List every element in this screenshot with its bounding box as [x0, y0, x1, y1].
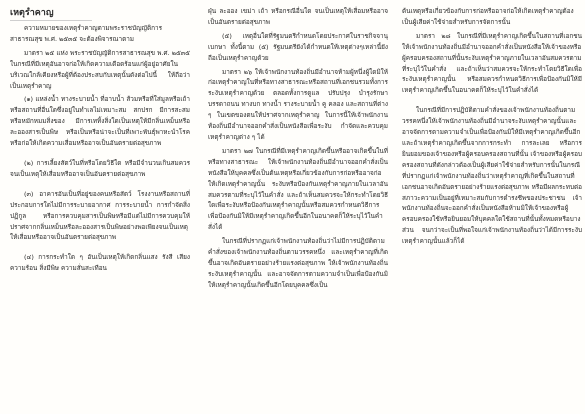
paragraph: (๒) การเลี้ยงสัตว์ในที่หรือโดยวิธีใด หรือมีจำนวนเกินสมควรจนเป็นเหตุให้เสื่อมหรืออาจเป็นอันตรายต่อสุขภาพ [10, 158, 190, 178]
paragraph: มาตรา ๒๘ ในกรณีที่มีเหตุรำคาญเกิดขึ้นในสถานที่เอกชน ให้เจ้าพนักงานท้องถิ่นมีอำนาจออกคำสั่งเป็นหนังสือให้เจ้าของหรือผู้ครอบครองสถานที่นั้นระงับเหตุรำคาญภายในเวลาอันสมควรตามที่ระบุไว้ในคำสั่ง และถ้าเห็นว่าสมควรจะให้กระทำโดยวิธีใดเพื่อระงับเหตุรำคาญนั้น หรือสมควรกำหนดวิธีการเพื่อป้องกันมิให้มีเหตุรำคาญเกิดขึ้นในอนาคตก็ให้ระบุไว้ในคำสั่งได้ [402, 31, 582, 95]
paragraph: (๕) เหตุอื่นใดที่รัฐมนตรีกำหนดโดยประกาศในราชกิจจานุเบกษา ทั้งนี้ตาม (๕) รัฐมนตรียังได้กำหนดให้เหตุต่างๆเหล่านี้ยังถือเป็นเหตุรำคาญด้วย [208, 31, 388, 62]
paragraph: มาตรา ๒๖ ให้เจ้าพนักงานท้องถิ่นมีอำนาจห้ามผู้หนึ่งผู้ใดมิให้ก่อเหตุรำคาญในที่หรือทางสาธารณะหรือสถานที่เอกชนรวมทั้งการระงับเหตุรำคาญด้วย ตลอดทั้งการดูแล ปรับปรุง บำรุงรักษา บรรดาถนน ทางบก ทางน้ำ รางระบายน้ำ คู คลอง และสถานที่ต่าง ๆ ในเขตของตนให้ปราศจากเหตุรำคาญ ในการนี้ให้เจ้าพนักงานท้องถิ่นมีอำนาจออกคำสั่งเป็นหนังสือเพื่อระงับ กำจัดและควบคุมเหตุรำคาญต่าง ๆ ได้ [208, 67, 388, 141]
paragraph: (๓) อาคารอันเป็นที่อยู่ของคนหรือสัตว์ โรงงานหรือสถานที่ประกอบการใดไม่มีการระบายอากาศ การระบายน้ำ การกำจัดสิ่งปฏิกูล หรือการควบคุมสารเป็นพิษหรือมีแต่ไม่มีการควบคุมให้ปราศจากกลิ่นเหม็นหรือละอองสารเป็นพิษอย่างพอเพียงจนเป็นเหตุให้เสื่อมหรืออาจเป็นอันตรายต่อสุขภาพ [10, 189, 190, 242]
column-2 [208, 6, 388, 410]
document-title: เหตุรำคาญ [10, 6, 92, 21]
paragraph: ในกรณีที่มีการปฏิบัติตามคำสั่งของเจ้าพนักงานท้องถิ่นตามวรรคหนึ่งให้เจ้าพนักงานท้องถิ่นมีอำนาจระงับเหตุรำคาญนั้นและอาจจัดการตามความจำเป็นเพื่อป้องกันมิให้มีเหตุรำคาญเกิดขึ้นอีก และถ้าเหตุรำคาญเกิดขึ้นจากการกระทำ การละเลย หรือการยินยอมของเจ้าของหรือผู้ครอบครองสถานที่นั้น เจ้าของหรือผู้ครอบครองสถานที่ดังกล่าวต้องเป็นผู้เสียค่าใช้จ่ายสำหรับการนั้นในกรณีที่ปรากฏแก่เจ้าพนักงานท้องถิ่นว่าเหตุรำคาญที่เกิดขึ้นในสถานที่เอกชนอาจเกิดอันตรายอย่างร้ายแรงต่อสุขภาพ หรือมีผลกระทบต่อสภาวะความเป็นอยู่ที่เหมาะสมกับการดำรงชีพของประชาชน เจ้าพนักงานท้องถิ่นจะออกคำสั่งเป็นหนังสือห้ามมิให้เจ้าของหรือผู้ครอบครองใช้หรือยินยอมให้บุคคลใดใช้สถานที่นั้นทั้งหมดหรือบางส่วน จนกว่าจะเป็นที่พอใจแก่เจ้าพนักงานท้องถิ่นว่าได้มีการระงับเหตุรำคาญนั้นแล้วก็ได้ [402, 106, 582, 246]
paragraph: ฝุ่น ละออง เขม่า เถ้า หรือกรณีอื่นใด จนเป็นเหตุให้เสื่อมหรืออาจเป็นอันตรายต่อสุขภาพ [208, 7, 388, 26]
paragraph: มาตรา ๒๕ แห่ง พระราชบัญญัติการสาธารณสุข พ.ศ. ๒๕๓๕ ในกรณีที่มีเหตุอันอาจก่อให้เกิดความเดือดร้อนแก่ผู้อยู่อาศัยในบริเวณใกล้เคียงหรือผู้ที่ต้องประสบกับเหตุนั้นดังต่อไปนี้ ให้ถือว่าเป็นเหตุรำคาญ [10, 48, 190, 90]
paragraph: ในกรณีที่ปรากฏแก่เจ้าพนักงานท้องถิ่นว่าไม่มีการปฏิบัติตามคำสั่งของเจ้าพนักงานท้องถิ่นตามวรรคหนึ่ง และเหตุรำคาญที่เกิดขึ้นอาจเกิดอันตรายอย่างร้ายแรงต่อสุขภาพ ให้เจ้าพนักงานท้องถิ่นระงับเหตุรำคาญนั้น และอาจจัดการตามความจำเป็นเพื่อป้องกันมิให้เหตุรำคาญนั้นเกิดขึ้นอีกโดยบุคคลซึ่งเป็น [208, 237, 388, 289]
column-1 [10, 6, 190, 410]
paragraph: (๑) แหล่งน้ำ ทางระบายน้ำ ที่อาบน้ำ ส้วมหรือที่ใส่มูลหรือเถ้า หรือสถานที่อื่นใดซึ่งอยู่ในทำเลไม่เหมาะสม สกปรก มีการสะสมหรือหมักหมมสิ่งของ มีการเททิ้งสิ่งใดเป็นเหตุให้มีกลิ่นเหม็นหรือละอองสารเป็นพิษ หรือเป็นหรือน่าจะเป็นที่เพาะพันธุ์พาหะนำโรค หรือก่อให้เกิดความเสื่อมหรืออาจเป็นอันตรายต่อสุขภาพ [10, 95, 190, 148]
paragraph: (๔) การกระทำใด ๆ อันเป็นเหตุให้เกิดกลิ่นแสง รังสี เสียง ความร้อน สิ่งมีพิษ ความสั่นสะเทือน [10, 253, 190, 273]
paragraph: มาตรา ๒๗ ในกรณีที่มีเหตุรำคาญเกิดขึ้นหรืออาจเกิดขึ้นในที่หรือทางสาธารณะ ให้เจ้าพนักงานท้องถิ่นมีอำนาจออกคำสั่งเป็นหนังสือให้บุคคลซึ่งเป็นต้นเหตุหรือเกี่ยวข้องกับการก่อหรืออาจก่อให้เกิดเหตุรำคาญนั้น ระงับหรือป้องกันเหตุรำคาญภายในเวลาอันสมควรตามที่ระบุไว้ในคำสั่ง และถ้าเห็นสมควรจะให้กระทำโดยวิธีใดเพื่อระงับหรือป้องกันเหตุรำคาญนั้นหรือสมควรกำหนดวิธีการเพื่อป้องกันมิให้มีเหตุรำคาญเกิดขึ้นอีกในอนาคตก็ให้ระบุไว้ในคำสั่งได้ [208, 146, 388, 232]
paragraph: ต้นเหตุหรือเกี่ยวข้องกับการก่อหรืออาจก่อให้เกิดเหตุรำคาญต้องเป็นผู้เสียค่าใช้จ่ายสำหรับการจัดการนั้น [402, 7, 574, 26]
paragraph: ความหมายของเหตุรำคาญตามพระราชบัญญัติการสาธารณสุข พ.ศ. ๒๕๓๕ จะต้องพิจารณาตาม [10, 24, 163, 43]
column-3 [402, 6, 582, 410]
